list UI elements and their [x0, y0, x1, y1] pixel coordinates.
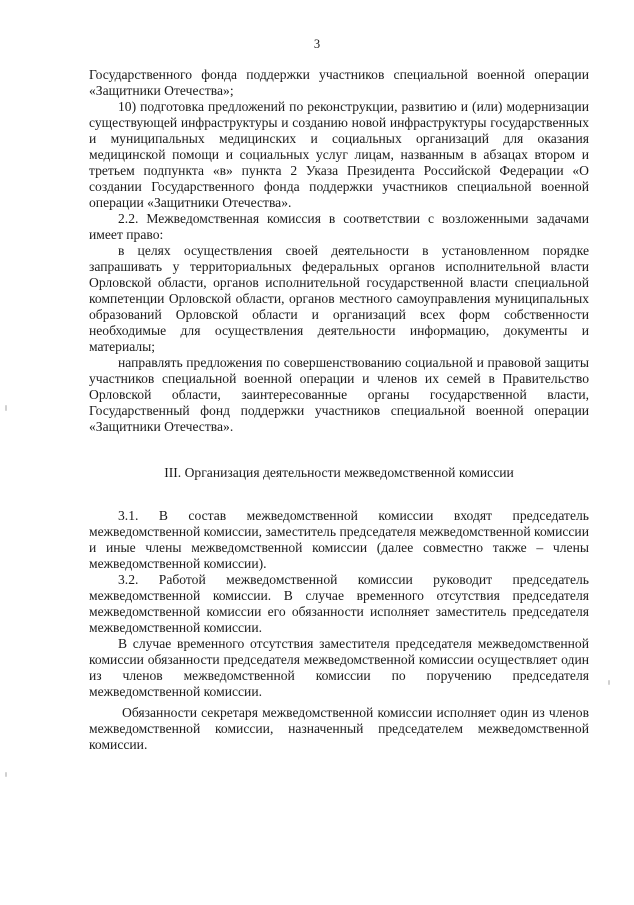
paragraph: направлять предложения по совершенствованию социальной и правовой защиты участников специальной военной операции и членов их семей в Правительство Орловской области, заинтересованные органы государственной власти, Государственный фонд поддержки участников специальной военной операции «Защитники Отечества». — [89, 355, 589, 434]
paragraph: Государственного фонда поддержки участников специальной военной операции «Защитники Отечества»; — [89, 67, 589, 98]
paragraph: 2.2. Межведомственная комиссия в соответствии с возложенными задачами имеет право: — [89, 211, 589, 242]
document-body — [89, 67, 589, 753]
page-number: 3 — [313, 37, 321, 51]
paragraph: 10) подготовка предложений по реконструкции, развитию и (или) модернизации существующей инфраструктуры и созданию новой инфраструктуры государственных и муниципальных медицинских и социальных организаций для оказания медицинской помощи и социальных услуг лицам, названным в абзацах втором и третьем подпункта «в» пункта 2 Указа Президента Российской Федерации «О создании Государственного фонда поддержки участников специальной военной операции «Защитники Отечества». — [89, 99, 589, 210]
paragraph: В случае временного отсутствия заместителя председателя межведомственной комиссии обязанности председателя межведомственной комиссии осуществляет один из членов межведомственной комиссии по поручению председателя межведомственной комиссии. — [89, 636, 589, 699]
paragraph: 3.2. Работой межведомственной комиссии руководит председатель межведомственной комиссии. В случае временного отсутствия председателя межведомственной комиссии его обязанности исполняет заместитель председателя межведомственной комиссии. — [89, 572, 589, 635]
scan-mark — [5, 405, 7, 411]
scan-mark — [5, 772, 7, 777]
paragraph: в целях осуществления своей деятельности в установленном порядке запрашивать у территориальных федеральных органов исполнительной власти Орловской области, органов исполнительной государственной власти специальной компетенции Орловской области, органов местного самоуправления муниципальных образований Орловской области и организаций всех форм собственности необходимые для осуществления деятельности информацию, документы и материалы; — [89, 243, 589, 354]
paragraph: 3.1. В состав межведомственной комиссии входят председатель межведомственной комиссии, заместитель председателя межведомственной комиссии и иные члены межведомственной комиссии (далее совместно также – члены межведомственной комиссии). — [89, 508, 589, 571]
section-heading: III. Организация деятельности межведомственной комиссии — [164, 465, 514, 480]
paragraph: Обязанности секретаря межведомственной комиссии исполняет один из членов межведомственной комиссии, назначенный председателем межведомственной комиссии. — [89, 705, 589, 752]
scan-mark — [608, 680, 610, 685]
